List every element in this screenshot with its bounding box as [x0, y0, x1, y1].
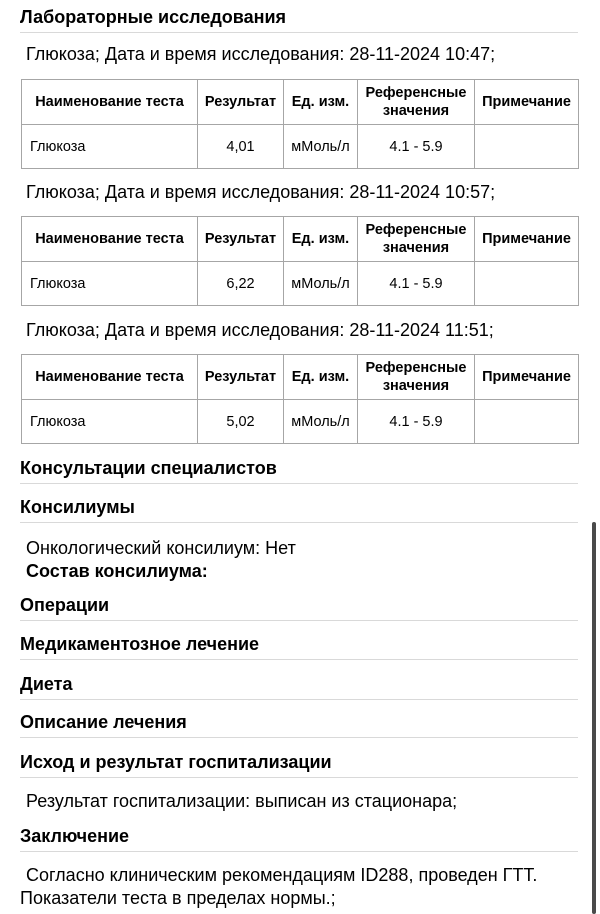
conclusion-text: Согласно клиническим рекомендациям ID288, проведен ГТТ. Показатели теста в пределах нормы.; — [20, 865, 538, 908]
test-unit-cell: мМоль/л — [284, 262, 358, 306]
col-ref-header: Референсные значения — [358, 355, 475, 400]
col-unit-header: Ед. изм. — [284, 80, 358, 125]
col-note-header: Примечание — [475, 355, 579, 400]
test-note-cell — [475, 125, 579, 169]
test-unit-cell: мМоль/л — [284, 125, 358, 169]
col-note-header: Примечание — [475, 217, 579, 262]
treatment-section-title: Описание лечения — [20, 711, 578, 738]
test-2-header: Глюкоза; Дата и время исследования: 28-11-2024 10:57; — [26, 182, 496, 202]
test-note-cell — [475, 400, 579, 444]
test-1-header: Глюкоза; Дата и время исследования: 28-11-2024 10:47; — [26, 44, 496, 64]
table-row — [22, 125, 579, 169]
test-result-cell: 5,02 — [198, 400, 284, 444]
test-2-table — [21, 216, 579, 306]
col-name-header: Наименование теста — [22, 80, 198, 125]
oncology-council-text: Онкологический консилиум: Нет — [26, 538, 296, 558]
test-name-cell: Глюкоза — [22, 400, 198, 444]
col-ref-header: Референсные значения — [358, 217, 475, 262]
table-row — [22, 400, 579, 444]
test-name-cell: Глюкоза — [22, 262, 198, 306]
test-unit-cell: мМоль/л — [284, 400, 358, 444]
diet-section-title: Диета — [20, 673, 578, 700]
test-note-cell — [475, 262, 579, 306]
col-name-header: Наименование теста — [22, 355, 198, 400]
test-ref-cell: 4.1 - 5.9 — [358, 262, 475, 306]
medication-section-title: Медикаментозное лечение — [20, 633, 578, 660]
test-result-cell: 4,01 — [198, 125, 284, 169]
test-3-header: Глюкоза; Дата и время исследования: 28-11-2024 11:51; — [26, 320, 494, 340]
table-header-row — [22, 80, 579, 125]
table-header-row — [22, 217, 579, 262]
col-result-header: Результат — [198, 217, 284, 262]
scrollbar[interactable] — [592, 522, 596, 914]
table-row — [22, 262, 579, 306]
col-ref-header: Референсные значения — [358, 80, 475, 125]
test-ref-cell: 4.1 - 5.9 — [358, 400, 475, 444]
col-note-header: Примечание — [475, 80, 579, 125]
hospitalization-result-text: Результат госпитализации: выписан из стационара; — [26, 791, 458, 811]
test-1-table — [21, 79, 579, 169]
operations-section-title: Операции — [20, 594, 578, 621]
test-ref-cell: 4.1 - 5.9 — [358, 125, 475, 169]
col-unit-header: Ед. изм. — [284, 217, 358, 262]
test-name-cell: Глюкоза — [22, 125, 198, 169]
table-header-row — [22, 355, 579, 400]
col-name-header: Наименование теста — [22, 217, 198, 262]
outcome-section-title: Исход и результат госпитализации — [20, 751, 578, 778]
col-result-header: Результат — [198, 80, 284, 125]
col-result-header: Результат — [198, 355, 284, 400]
council-composition-label: Состав консилиума: — [26, 561, 208, 581]
councils-section-title: Консилиумы — [20, 496, 578, 523]
col-unit-header: Ед. изм. — [284, 355, 358, 400]
lab-section-title: Лабораторные исследования — [20, 6, 578, 33]
test-3-table — [21, 354, 579, 444]
test-result-cell: 6,22 — [198, 262, 284, 306]
conclusion-section-title: Заключение — [20, 825, 578, 852]
consultations-section-title: Консультации специалистов — [20, 457, 578, 484]
